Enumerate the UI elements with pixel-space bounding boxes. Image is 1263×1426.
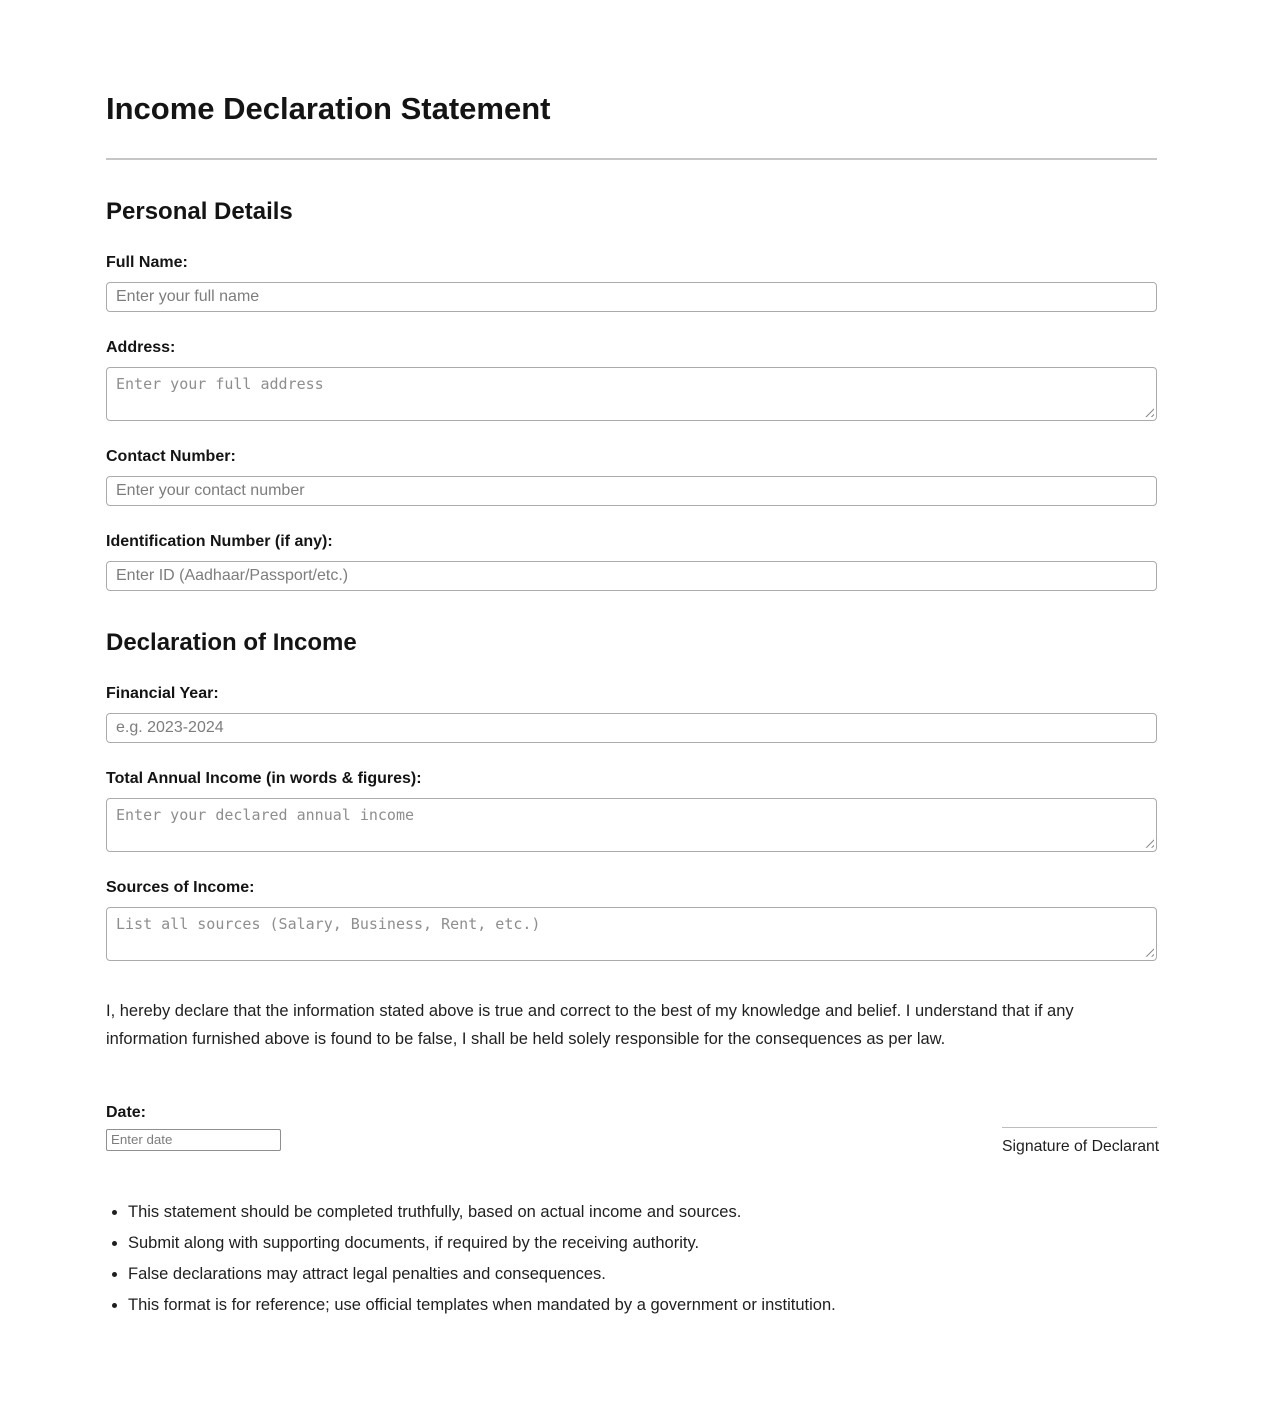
address-label: Address: (106, 338, 176, 356)
section-personal-details (106, 198, 1157, 591)
signature-label: Signature of Declarant (1002, 1137, 1160, 1155)
field-contact-number (106, 447, 1157, 506)
footer-row (106, 1103, 1160, 1156)
signature-block (1002, 1127, 1160, 1156)
note-item: • Submit along with supporting documents, if required by the receiving authority. (128, 1233, 1157, 1253)
total-annual-income-textarea-wrap (106, 798, 1157, 852)
sources-of-income-textarea-wrap (106, 907, 1157, 961)
financial-year-input[interactable] (106, 713, 1157, 743)
field-address (106, 338, 1157, 421)
financial-year-label: Financial Year: (106, 684, 219, 702)
address-textarea-wrap (106, 367, 1157, 421)
note-item: • This statement should be completed truthfully, based on actual income and sources. (128, 1202, 1157, 1222)
section-heading-personal: Personal Details (106, 198, 293, 226)
date-input[interactable] (106, 1129, 281, 1151)
sources-of-income-label: Sources of Income: (106, 878, 255, 896)
income-declaration-form (106, 0, 1160, 1426)
declaration-paragraph: I, hereby declare that the information stated above is true and correct to the best of my knowledge and belief. I understand that if any information furnished above is found to be false, I shall be held solely responsible for the consequences as per law. (106, 1001, 1074, 1048)
total-annual-income-textarea[interactable] (106, 798, 1157, 852)
signature-line (1002, 1127, 1157, 1128)
field-full-name (106, 253, 1157, 312)
contact-number-label: Contact Number: (106, 447, 236, 465)
page-title: Income Declaration Statement (106, 91, 551, 126)
note-item: • This format is for reference; use official templates when mandated by a government or institution. (128, 1295, 1157, 1315)
field-total-annual-income (106, 769, 1157, 852)
contact-number-input[interactable] (106, 476, 1157, 506)
identification-number-input[interactable] (106, 561, 1157, 591)
section-declaration-of-income (106, 629, 1157, 961)
field-date (106, 1103, 281, 1151)
section-heading-declaration: Declaration of Income (106, 628, 357, 656)
notes-list (106, 1202, 1157, 1315)
address-textarea[interactable] (106, 367, 1157, 421)
note-item: • False declarations may attract legal penalties and consequences. (128, 1264, 1157, 1284)
identification-number-label: Identification Number (if any): (106, 532, 333, 550)
sources-of-income-textarea[interactable] (106, 907, 1157, 961)
field-identification-number (106, 532, 1157, 591)
total-annual-income-label: Total Annual Income (in words & figures): (106, 769, 422, 787)
title-divider (106, 158, 1157, 160)
full-name-input[interactable] (106, 282, 1157, 312)
full-name-label: Full Name: (106, 253, 188, 271)
field-financial-year (106, 684, 1157, 743)
date-label: Date: (106, 1103, 147, 1121)
field-sources-of-income (106, 878, 1157, 961)
